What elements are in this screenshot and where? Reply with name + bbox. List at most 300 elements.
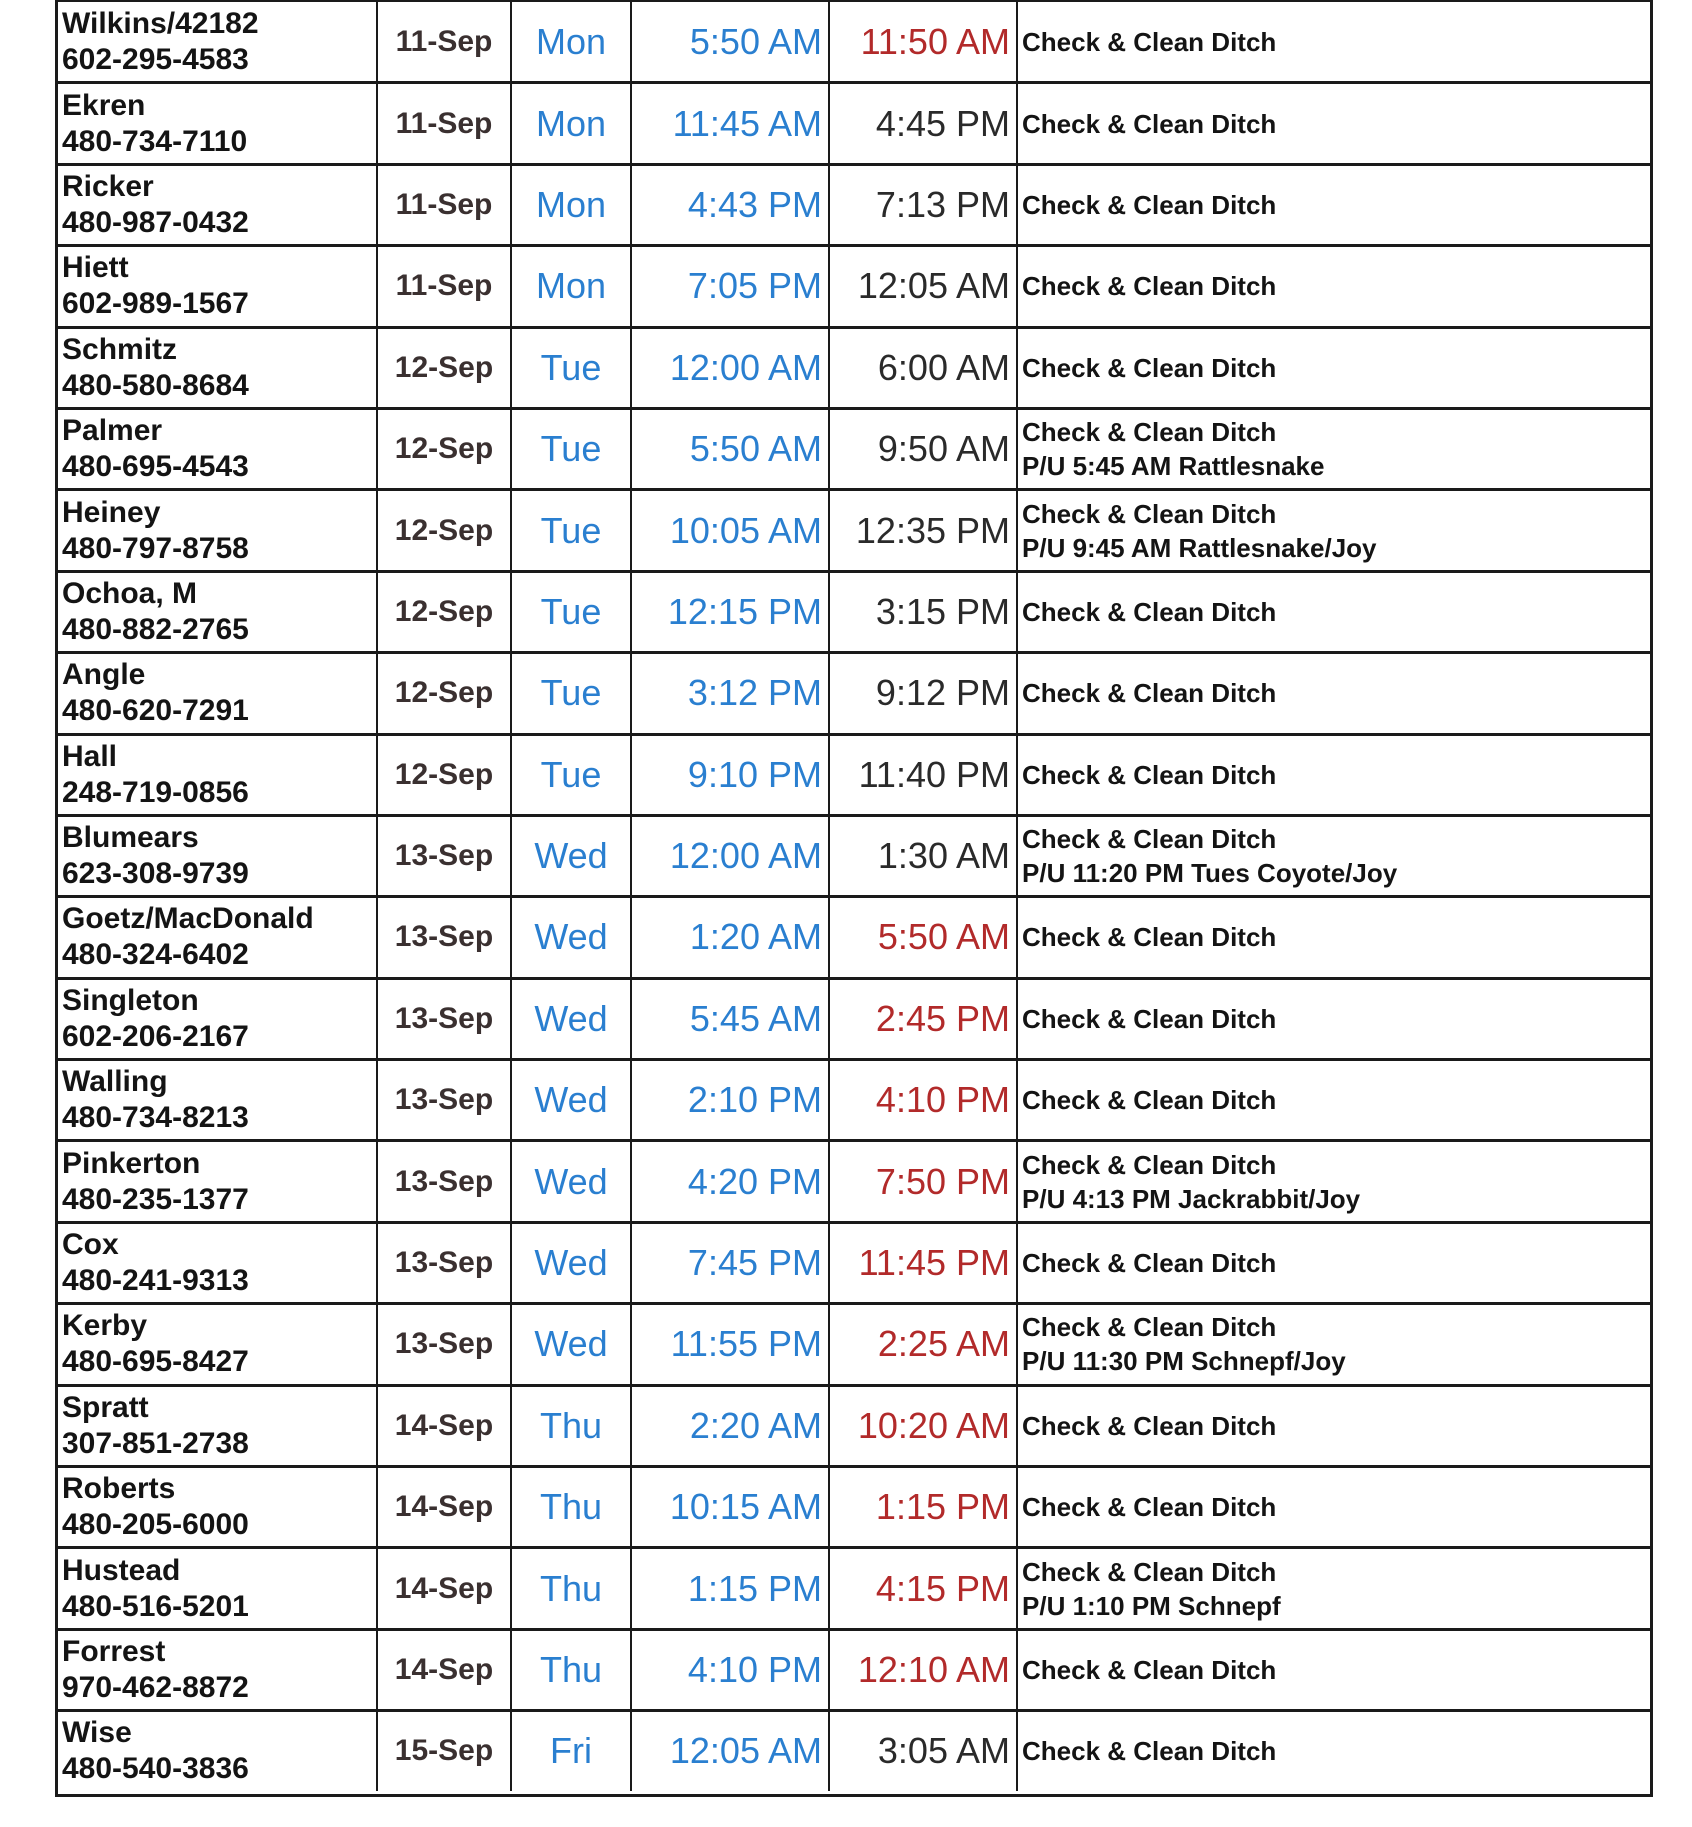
notes-cell <box>1018 166 1650 244</box>
customer-name: Heiney <box>62 495 161 529</box>
start-time-cell <box>632 329 830 407</box>
end-time: 2:25 AM <box>877 1323 1010 1365</box>
date-value: 12-Sep <box>394 513 494 547</box>
end-time-cell <box>830 1224 1018 1302</box>
notes-cell <box>1018 84 1650 162</box>
start-time: 10:05 AM <box>669 509 822 551</box>
start-time-cell <box>632 898 830 976</box>
notes-cell <box>1018 1631 1650 1709</box>
note-line-1: Check & Clean Ditch <box>1022 1410 1277 1441</box>
name-cell <box>58 654 378 732</box>
table-row <box>58 1384 1650 1465</box>
customer-name: Hiett <box>62 251 129 285</box>
day-cell <box>512 573 632 651</box>
end-time-cell <box>830 1549 1018 1627</box>
start-time: 11:55 PM <box>670 1323 822 1365</box>
start-time: 12:00 AM <box>669 835 822 877</box>
note-line-1: Check & Clean Ditch <box>1022 26 1277 57</box>
notes-cell <box>1018 817 1650 895</box>
start-time-cell <box>632 2 830 81</box>
day-value: Tue <box>540 346 602 388</box>
notes-cell <box>1018 1387 1650 1465</box>
start-time-cell <box>632 1305 830 1383</box>
end-time: 1:30 AM <box>877 835 1010 877</box>
start-time-cell <box>632 247 830 325</box>
start-time: 4:20 PM <box>687 1160 822 1202</box>
day-cell <box>512 2 632 81</box>
end-time: 9:12 PM <box>875 672 1010 714</box>
customer-phone: 480-540-3836 <box>62 1752 249 1786</box>
day-cell <box>512 1549 632 1627</box>
day-value: Thu <box>539 1486 603 1528</box>
day-value: Wed <box>534 997 608 1039</box>
end-time: 6:00 AM <box>877 346 1010 388</box>
end-time: 4:10 PM <box>875 1079 1010 1121</box>
customer-name: Hall <box>62 739 118 773</box>
note-line-1: Check & Clean Ditch <box>1022 1492 1277 1523</box>
name-cell <box>58 247 378 325</box>
day-value: Mon <box>535 102 607 144</box>
start-time-cell <box>632 1387 830 1465</box>
notes-cell <box>1018 898 1650 976</box>
start-time: 1:20 AM <box>689 916 822 958</box>
end-time: 12:10 AM <box>857 1649 1010 1690</box>
end-time-cell <box>830 1468 1018 1546</box>
start-time: 5:50 AM <box>689 428 822 470</box>
day-cell <box>512 1061 632 1139</box>
start-time: 12:05 AM <box>669 1730 822 1772</box>
name-cell <box>58 1142 378 1220</box>
start-time: 5:50 AM <box>689 20 822 62</box>
table-row <box>58 1221 1650 1302</box>
name-cell <box>58 329 378 407</box>
table-row <box>58 814 1650 895</box>
date-value: 15-Sep <box>394 1734 494 1768</box>
name-cell <box>58 166 378 244</box>
date-value: 11-Sep <box>395 106 493 140</box>
end-time-cell <box>830 410 1018 488</box>
date-cell <box>378 817 512 895</box>
customer-phone: 623-308-9739 <box>62 857 249 891</box>
name-cell <box>58 573 378 651</box>
note-line-1: Check & Clean Ditch <box>1022 108 1277 139</box>
date-cell <box>378 898 512 976</box>
note-line-1: Check & Clean Ditch <box>1022 678 1277 709</box>
day-value: Mon <box>535 20 607 62</box>
table-row <box>58 1709 1650 1790</box>
customer-phone: 307-851-2738 <box>62 1426 249 1460</box>
day-value: Tue <box>540 672 602 714</box>
end-time: 12:35 PM <box>855 509 1010 551</box>
date-value: 13-Sep <box>394 1246 494 1280</box>
customer-name: Roberts <box>62 1472 176 1506</box>
day-cell <box>512 84 632 162</box>
customer-name: Wise <box>62 1716 132 1750</box>
date-cell <box>378 2 512 81</box>
customer-phone: 480-734-8213 <box>62 1101 249 1135</box>
end-time-cell <box>830 1387 1018 1465</box>
notes-cell <box>1018 410 1650 488</box>
notes-cell <box>1018 2 1650 81</box>
end-time: 3:05 AM <box>877 1730 1010 1772</box>
customer-phone: 480-620-7291 <box>62 694 249 728</box>
day-cell <box>512 980 632 1058</box>
notes-cell <box>1018 1142 1650 1220</box>
table-row <box>58 1058 1650 1139</box>
name-cell <box>58 736 378 814</box>
date-value: 14-Sep <box>394 1653 494 1686</box>
notes-cell <box>1018 491 1650 569</box>
day-value: Wed <box>534 1242 608 1284</box>
note-line-1: Check & Clean Ditch <box>1022 1003 1277 1034</box>
customer-phone: 480-580-8684 <box>62 368 249 402</box>
notes-cell <box>1018 980 1650 1058</box>
notes-cell <box>1018 247 1650 325</box>
date-value: 13-Sep <box>394 1164 494 1198</box>
name-cell <box>58 2 378 81</box>
customer-name: Blumears <box>62 821 199 855</box>
day-value: Thu <box>539 1404 603 1446</box>
start-time-cell <box>632 1224 830 1302</box>
name-cell <box>58 1061 378 1139</box>
day-cell <box>512 247 632 325</box>
end-time: 9:50 AM <box>877 428 1010 470</box>
end-time: 11:50 AM <box>860 20 1010 62</box>
start-time: 7:45 PM <box>687 1242 822 1284</box>
start-time-cell <box>632 1142 830 1220</box>
name-cell <box>58 1468 378 1546</box>
notes-cell <box>1018 1305 1650 1383</box>
note-line-1: Check & Clean Ditch <box>1022 1085 1277 1116</box>
date-cell <box>378 1468 512 1546</box>
end-time-cell <box>830 1631 1018 1709</box>
customer-phone: 480-235-1377 <box>62 1182 249 1216</box>
day-value: Tue <box>540 590 602 632</box>
day-cell <box>512 898 632 976</box>
customer-phone: 480-695-8427 <box>62 1345 249 1379</box>
name-cell <box>58 1712 378 1790</box>
name-cell <box>58 491 378 569</box>
date-cell <box>378 491 512 569</box>
notes-cell <box>1018 1224 1650 1302</box>
table-row <box>58 1628 1650 1709</box>
note-line-1: Check & Clean Ditch <box>1022 922 1277 953</box>
customer-name: Schmitz <box>62 332 178 366</box>
start-time: 11:45 AM <box>672 102 822 144</box>
start-time-cell <box>632 491 830 569</box>
start-time-cell <box>632 84 830 162</box>
note-line-1: Check & Clean Ditch <box>1022 1248 1277 1279</box>
customer-phone: 480-734-7110 <box>62 124 248 158</box>
date-value: 13-Sep <box>394 1327 494 1361</box>
start-time: 4:10 PM <box>687 1649 822 1690</box>
customer-name: Forrest <box>62 1635 166 1668</box>
table-row <box>58 733 1650 814</box>
customer-name: Cox <box>62 1228 119 1262</box>
start-time-cell <box>632 1712 830 1790</box>
start-time: 12:15 PM <box>667 590 822 632</box>
date-value: 14-Sep <box>394 1490 494 1524</box>
note-line-2: P/U 9:45 AM Rattlesnake/Joy <box>1022 532 1377 563</box>
end-time-cell <box>830 1305 1018 1383</box>
customer-phone: 480-516-5201 <box>62 1589 249 1623</box>
day-cell <box>512 654 632 732</box>
customer-name: Walling <box>62 1065 168 1099</box>
start-time: 1:15 PM <box>687 1567 822 1609</box>
start-time: 10:15 AM <box>669 1486 822 1528</box>
notes-cell <box>1018 329 1650 407</box>
customer-name: Ekren <box>62 88 146 122</box>
customer-name: Wilkins/42182 <box>62 6 259 40</box>
customer-phone: 480-324-6402 <box>62 938 249 972</box>
day-value: Wed <box>534 1079 608 1121</box>
end-time-cell <box>830 166 1018 244</box>
name-cell <box>58 1305 378 1383</box>
note-line-1: Check & Clean Ditch <box>1022 352 1277 383</box>
date-value: 12-Sep <box>394 757 494 791</box>
customer-phone: 480-797-8758 <box>62 531 249 565</box>
customer-phone: 480-882-2765 <box>62 612 249 646</box>
start-time-cell <box>632 654 830 732</box>
end-time: 2:45 PM <box>875 997 1010 1039</box>
customer-name: Singleton <box>62 983 199 1017</box>
start-time: 3:12 PM <box>687 672 822 714</box>
customer-name: Kerby <box>62 1309 148 1343</box>
day-cell <box>512 1142 632 1220</box>
name-cell <box>58 1387 378 1465</box>
date-cell <box>378 1224 512 1302</box>
start-time-cell <box>632 166 830 244</box>
end-time-cell <box>830 654 1018 732</box>
day-value: Wed <box>534 1160 608 1202</box>
day-value: Wed <box>534 835 608 877</box>
start-time: 9:10 PM <box>687 753 822 795</box>
date-value: 13-Sep <box>394 1083 494 1117</box>
start-time-cell <box>632 980 830 1058</box>
table-row <box>58 895 1650 976</box>
name-cell <box>58 817 378 895</box>
table-row <box>58 570 1650 651</box>
end-time: 5:50 AM <box>877 916 1010 958</box>
note-line-1: Check & Clean Ditch <box>1022 1312 1277 1343</box>
end-time: 3:15 PM <box>875 590 1010 632</box>
start-time-cell <box>632 1468 830 1546</box>
end-time-cell <box>830 573 1018 651</box>
irrigation-schedule-table <box>55 0 1653 1797</box>
name-cell <box>58 1631 378 1709</box>
start-time-cell <box>632 1631 830 1709</box>
end-time-cell <box>830 898 1018 976</box>
start-time: 2:20 AM <box>689 1404 822 1446</box>
note-line-1: Check & Clean Ditch <box>1022 596 1277 627</box>
end-time: 12:05 AM <box>857 265 1010 307</box>
customer-name: Spratt <box>62 1390 149 1424</box>
date-cell <box>378 573 512 651</box>
customer-name: Ricker <box>62 169 154 203</box>
start-time: 5:45 AM <box>689 997 822 1039</box>
table-row <box>58 651 1650 732</box>
table-row <box>58 407 1650 488</box>
date-cell <box>378 1061 512 1139</box>
day-cell <box>512 410 632 488</box>
note-line-1: Check & Clean Ditch <box>1022 189 1277 220</box>
day-cell <box>512 1305 632 1383</box>
date-cell <box>378 1142 512 1220</box>
end-time-cell <box>830 247 1018 325</box>
note-line-1: Check & Clean Ditch <box>1022 271 1277 302</box>
day-cell <box>512 1387 632 1465</box>
start-time-cell <box>632 410 830 488</box>
name-cell <box>58 898 378 976</box>
customer-phone: 480-205-6000 <box>62 1508 249 1542</box>
day-cell <box>512 1631 632 1709</box>
date-value: 11-Sep <box>395 269 493 303</box>
note-line-2: P/U 5:45 AM Rattlesnake <box>1022 451 1325 482</box>
end-time-cell <box>830 817 1018 895</box>
date-cell <box>378 410 512 488</box>
note-line-1: Check & Clean Ditch <box>1022 759 1277 790</box>
note-line-2: P/U 1:10 PM Schnepf <box>1022 1590 1281 1621</box>
day-value: Wed <box>534 1323 608 1365</box>
day-value: Fri <box>550 1730 592 1772</box>
end-time: 11:40 PM <box>858 753 1010 795</box>
note-line-1: Check & Clean Ditch <box>1022 1736 1277 1767</box>
end-time: 10:20 AM <box>857 1404 1010 1446</box>
end-time-cell <box>830 736 1018 814</box>
end-time-cell <box>830 1712 1018 1790</box>
notes-cell <box>1018 1549 1650 1627</box>
date-value: 14-Sep <box>394 1408 494 1442</box>
date-cell <box>378 166 512 244</box>
start-time: 12:00 AM <box>669 346 822 388</box>
note-line-2: P/U 11:20 PM Tues Coyote/Joy <box>1022 858 1398 889</box>
customer-phone: 480-241-9313 <box>62 1264 249 1298</box>
day-cell <box>512 1468 632 1546</box>
customer-name: Pinkerton <box>62 1146 201 1180</box>
start-time-cell <box>632 1549 830 1627</box>
name-cell <box>58 410 378 488</box>
table-row <box>58 1302 1650 1383</box>
note-line-1: Check & Clean Ditch <box>1022 824 1277 855</box>
table-row <box>58 1546 1650 1627</box>
end-time-cell <box>830 1142 1018 1220</box>
customer-name: Hustead <box>62 1553 181 1587</box>
end-time-cell <box>830 84 1018 162</box>
day-value: Mon <box>535 265 607 307</box>
table-row <box>58 0 1650 81</box>
notes-cell <box>1018 573 1650 651</box>
end-time: 4:45 PM <box>875 102 1010 144</box>
note-line-2: P/U 11:30 PM Schnepf/Joy <box>1022 1346 1346 1377</box>
date-cell <box>378 247 512 325</box>
note-line-1: Check & Clean Ditch <box>1022 498 1277 529</box>
table-row <box>58 326 1650 407</box>
date-value: 13-Sep <box>394 839 494 873</box>
day-value: Tue <box>540 428 602 470</box>
date-cell <box>378 1712 512 1790</box>
customer-name: Angle <box>62 658 146 692</box>
end-time: 7:13 PM <box>875 183 1010 225</box>
date-value: 14-Sep <box>394 1571 494 1605</box>
day-value: Mon <box>535 183 607 225</box>
date-cell <box>378 980 512 1058</box>
date-cell <box>378 1305 512 1383</box>
start-time: 4:43 PM <box>687 183 822 225</box>
note-line-1: Check & Clean Ditch <box>1022 1556 1277 1587</box>
date-cell <box>378 329 512 407</box>
customer-name: Palmer <box>62 414 163 448</box>
date-cell <box>378 84 512 162</box>
start-time-cell <box>632 817 830 895</box>
date-value: 12-Sep <box>394 432 494 466</box>
name-cell <box>58 84 378 162</box>
notes-cell <box>1018 654 1650 732</box>
day-cell <box>512 329 632 407</box>
customer-phone: 602-206-2167 <box>62 1019 249 1053</box>
customer-phone: 480-695-4543 <box>62 450 249 484</box>
table-row <box>58 163 1650 244</box>
start-time-cell <box>632 736 830 814</box>
note-line-1: Check & Clean Ditch <box>1022 417 1277 448</box>
date-value: 13-Sep <box>394 1001 494 1035</box>
name-cell <box>58 980 378 1058</box>
start-time-cell <box>632 1061 830 1139</box>
day-value: Wed <box>534 916 608 958</box>
end-time-cell <box>830 1061 1018 1139</box>
table-row <box>58 977 1650 1058</box>
date-value: 12-Sep <box>394 676 494 710</box>
end-time: 4:15 PM <box>875 1567 1010 1609</box>
notes-cell <box>1018 736 1650 814</box>
end-time-cell <box>830 980 1018 1058</box>
day-cell <box>512 166 632 244</box>
date-value: 12-Sep <box>394 594 494 628</box>
notes-cell <box>1018 1712 1650 1790</box>
day-value: Tue <box>540 753 602 795</box>
table-row <box>58 81 1650 162</box>
day-cell <box>512 491 632 569</box>
note-line-2: P/U 4:13 PM Jackrabbit/Joy <box>1022 1183 1361 1214</box>
end-time: 1:15 PM <box>875 1486 1010 1528</box>
customer-phone: 480-987-0432 <box>62 205 249 239</box>
end-time: 7:50 PM <box>875 1160 1010 1202</box>
customer-phone: 970-462-8872 <box>62 1671 249 1704</box>
date-cell <box>378 1387 512 1465</box>
day-value: Thu <box>539 1649 603 1690</box>
end-time: 11:45 PM <box>858 1242 1010 1284</box>
end-time-cell <box>830 491 1018 569</box>
date-value: 12-Sep <box>394 350 494 384</box>
name-cell <box>58 1224 378 1302</box>
day-value: Thu <box>539 1567 603 1609</box>
day-cell <box>512 1712 632 1790</box>
day-cell <box>512 1224 632 1302</box>
note-line-1: Check & Clean Ditch <box>1022 1149 1277 1180</box>
customer-phone: 248-719-0856 <box>62 775 249 809</box>
table-row <box>58 488 1650 569</box>
notes-cell <box>1018 1061 1650 1139</box>
date-value: 11-Sep <box>395 187 493 221</box>
date-value: 11-Sep <box>395 24 493 58</box>
end-time-cell <box>830 329 1018 407</box>
day-cell <box>512 817 632 895</box>
start-time: 7:05 PM <box>687 265 822 307</box>
customer-phone: 602-989-1567 <box>62 287 249 321</box>
table-row <box>58 1139 1650 1220</box>
day-value: Tue <box>540 509 602 551</box>
table-row <box>58 244 1650 325</box>
date-value: 13-Sep <box>394 920 494 954</box>
